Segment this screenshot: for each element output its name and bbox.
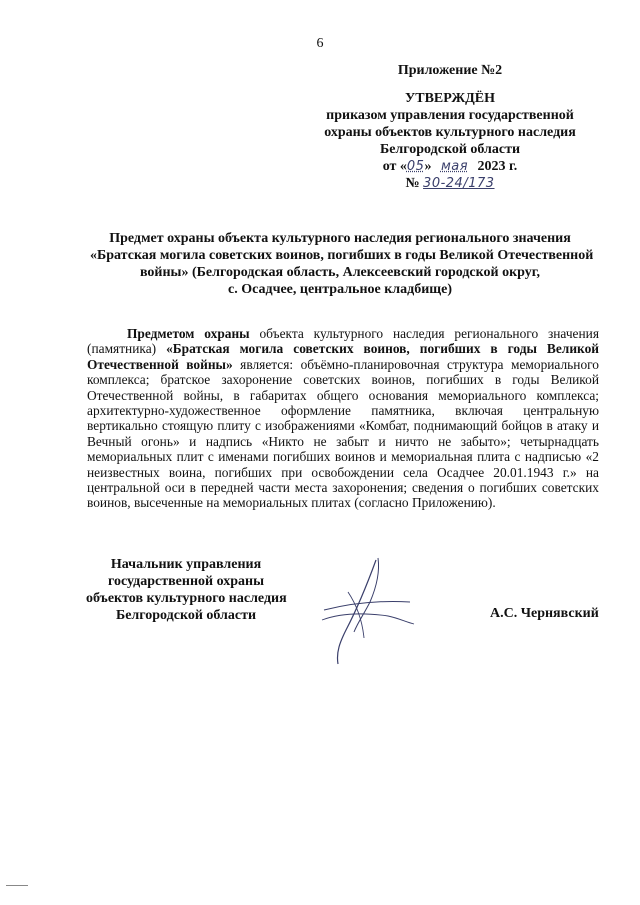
signer-line-1: Начальник управления xyxy=(110,557,262,572)
body-paragraph xyxy=(87,326,599,511)
document-title xyxy=(90,230,594,298)
date-mid: » xyxy=(424,159,432,174)
title-line-2: «Братская могила советских воинов, погибших в годы Великой Отечественной xyxy=(90,248,594,263)
title-line-4: с. Осадчее, центральное кладбище) xyxy=(228,282,452,297)
handwritten-signature-icon xyxy=(318,552,418,672)
signer-line-2: государственной охраны xyxy=(107,574,265,589)
approval-number xyxy=(300,175,600,192)
approval-line-3: Белгородской области xyxy=(379,142,521,157)
approval-date xyxy=(300,158,600,175)
body-part-2: является: объёмно-планировочная структура мемориального комплекса; братское захоронение советских воинов, погибших в годы Великой Отечественной войны, в габаритах общего основания мемориального комплекса; архитектурно-художественное оформление памятника, включая центральную вертикально стоящую плиту с изображениями «Комбат, поднимающий бойцов в атаку и Вечный огонь» и надпись «Никто не забыт и ничто не забыто»; четырнадцать мемориальных плит с именами погибших воинов и мемориальная плита с надписью «2 неизвестных воина, погибших при освобождении села Осадчее 20.01.1943 г.» на центральной оси в передней части места захоронения; сведения о погибших советских воинов, высеченные на мемориальных плитах (согласно Приложению). xyxy=(87,356,599,511)
date-year: 2023 г. xyxy=(477,159,518,174)
body-object-name: «Братская могила советских воинов, погибших в годы Великой Отечественной войны» xyxy=(87,341,599,372)
approval-line-1: приказом управления государственной xyxy=(326,108,574,123)
appendix-label: Приложение №2 xyxy=(397,63,503,78)
signer-name: А.С. Чернявский xyxy=(490,606,599,621)
date-prefix: от « xyxy=(382,159,407,174)
signer-line-4: Белгородской области xyxy=(115,608,257,623)
title-line-3: войны» (Белгородская область, Алексеевский городской округ, xyxy=(139,265,541,280)
page-number: 6 xyxy=(316,36,324,51)
body-part-1: объекта культурного наследия регионального значения (памятника) xyxy=(87,326,599,357)
date-day: 05 xyxy=(406,159,425,174)
number-value: 30-24/173 xyxy=(423,176,495,191)
scan-edge-mark xyxy=(6,885,28,886)
signer-position xyxy=(86,556,286,624)
date-month: мая xyxy=(440,159,469,174)
number-prefix: № xyxy=(405,176,420,191)
body-lead: Предметом охраны xyxy=(127,326,250,341)
title-line-1: Предмет охраны объекта культурного наследия регионального значения xyxy=(109,231,571,246)
approval-line-2: охраны объектов культурного наследия xyxy=(324,125,576,140)
signer-line-3: объектов культурного наследия xyxy=(86,591,287,606)
approval-heading: УТВЕРЖДЁН xyxy=(404,91,496,106)
approval-block xyxy=(300,90,600,192)
